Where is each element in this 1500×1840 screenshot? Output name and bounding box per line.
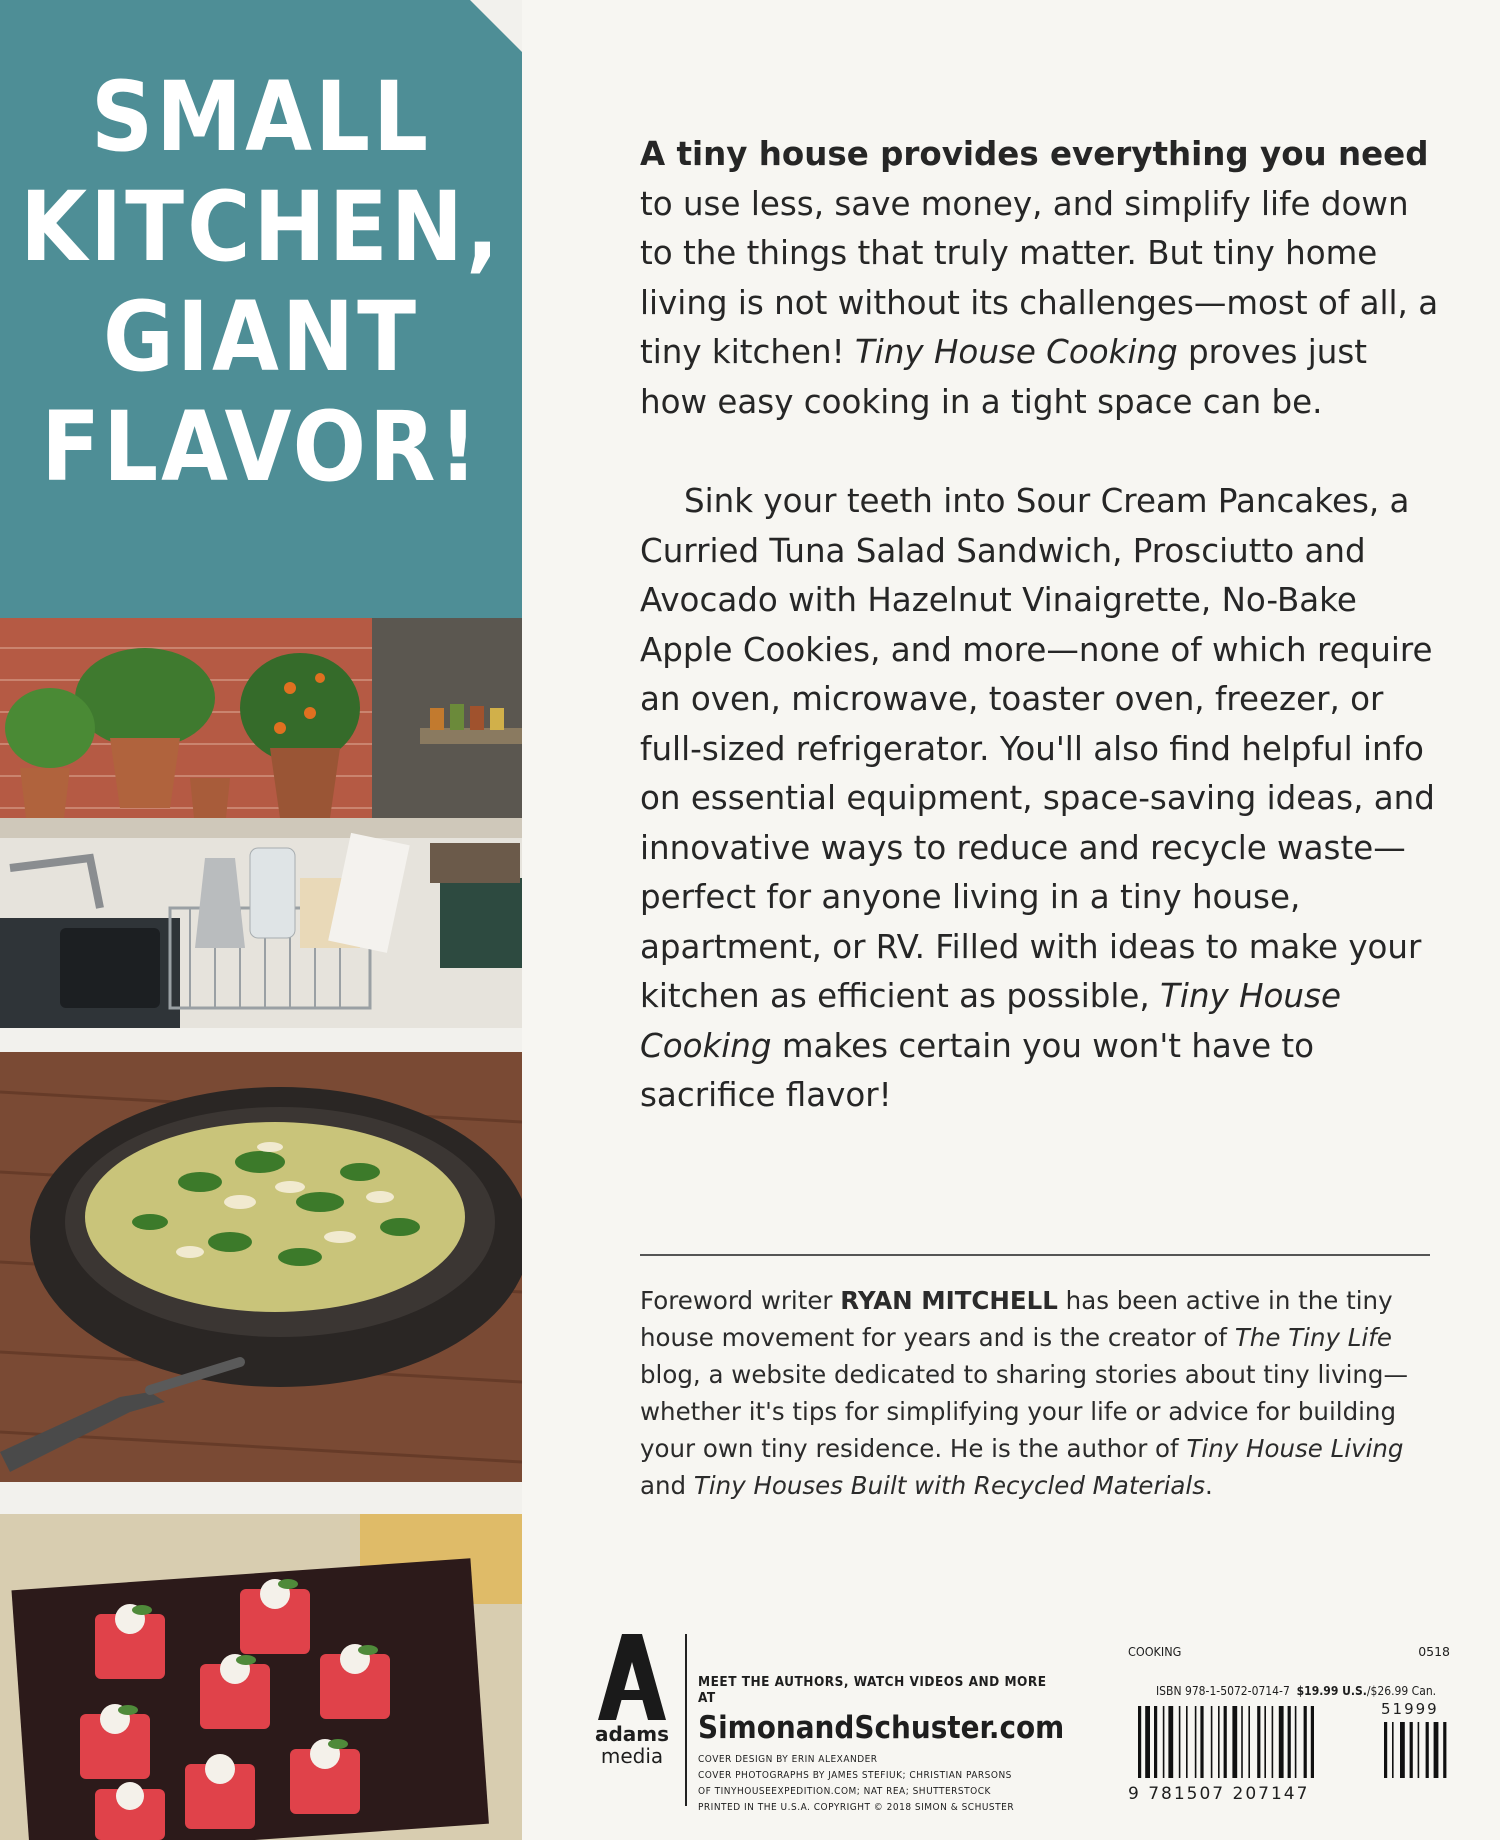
isbn-price	[1156, 1684, 1436, 1698]
blurb-text: Sink your teeth into Sour Cream Pancakes, a Curried Tuna Salad Sandwich, Prosciutto and Avocado with Hazelnut Vinaigrette, No-Bake Apple Cookies, and more—none of which require an oven, microwave, toaster oven, freezer, or full-sized refrigerator. You'll also find helpful info on essential equipment, space-saving ideas, and innovative ways to reduce and recycle waste—perfect for anyone living in a tiny house, apartment, or RV. Filled with ideas to make your kitchen as efficient as possible,	[640, 482, 1435, 1015]
blurb-text: makes certain you won't have to sacrifice flavor!	[640, 1026, 1315, 1114]
barcode-block	[1128, 1644, 1468, 1814]
date-code: 0518	[1418, 1644, 1450, 1659]
credit-line: OF TINYHOUSEEXPEDITION.COM; NAT REA; SHUTTERSTOCK	[698, 1786, 991, 1797]
bio-text: Foreword writer	[640, 1286, 841, 1315]
headline-line: SMALL	[90, 61, 432, 173]
blurb-lead: A tiny house provides everything you need	[640, 135, 1429, 173]
headline-line: FLAVOR!	[41, 391, 481, 503]
left-column	[0, 0, 522, 1840]
blurb-paragraph-1	[640, 130, 1440, 427]
blog-title: The Tiny Life	[1234, 1323, 1392, 1352]
headline-line: GIANT	[102, 281, 420, 393]
credit-lines	[698, 1752, 1058, 1816]
blurb-text: to use less, save money, and simplify life down to the things that truly matter. But tiny home living is not without its challenges—most of all, a tiny kitchen!	[640, 184, 1439, 371]
book-title: Tiny House Cooking	[854, 333, 1178, 371]
bio-text: blog, a website dedicated to sharing stories about tiny living—whether it's tips for simplifying your life or advice for building your own tiny residence. He is the author of	[640, 1360, 1408, 1463]
headline	[0, 62, 522, 502]
credit-line: PRINTED IN THE U.S.A. COPYRIGHT © 2018 SIMON & SCHUSTER	[698, 1802, 1015, 1813]
adams-a-icon	[598, 1634, 666, 1720]
barcode-number: 9 781507 207147	[1128, 1784, 1310, 1804]
bio-text: and	[640, 1471, 694, 1500]
price-can: /$26.99 Can.	[1366, 1684, 1437, 1698]
publisher-name: adams	[594, 1722, 670, 1746]
book-title: Tiny House Living	[1186, 1434, 1404, 1463]
watermelon-photo	[0, 1514, 522, 1840]
publisher-name: media	[600, 1744, 664, 1768]
price-us: $19.99 U.S.	[1296, 1684, 1367, 1698]
publisher-logo	[588, 1634, 676, 1774]
barcode-addon: 51999	[1381, 1700, 1439, 1718]
kitchen-photo	[0, 618, 522, 1028]
meet-authors-text: MEET THE AUTHORS, WATCH VIDEOS AND MORE AT	[698, 1674, 1047, 1706]
publisher-credits	[698, 1674, 1065, 1816]
book-title: Tiny Houses Built with Recycled Materials	[693, 1471, 1205, 1500]
pasta-photo	[0, 1052, 522, 1482]
author-bio	[640, 1282, 1440, 1504]
book-title: Tiny House Cooking	[640, 977, 1341, 1065]
section-divider	[640, 1254, 1430, 1256]
publisher-website: SimonandSchuster.com	[698, 1710, 1065, 1746]
bio-text: has been active in the tiny house movement for years and is the creator of	[640, 1286, 1393, 1352]
bio-text: .	[1204, 1471, 1213, 1500]
isbn: ISBN 978-1-5072-0714-7	[1156, 1684, 1290, 1698]
blurb	[640, 130, 1440, 1121]
barcode-icon	[1132, 1706, 1462, 1786]
blurb-text: proves just how easy cooking in a tight space can be.	[640, 333, 1368, 421]
corner-notch	[470, 0, 522, 52]
vertical-rule	[685, 1634, 687, 1806]
headline-line: KITCHEN,	[20, 171, 502, 283]
author-name: RYAN MITCHELL	[840, 1286, 1058, 1315]
headline-panel	[0, 0, 522, 618]
blurb-paragraph-2	[640, 477, 1440, 1121]
credit-line: COVER PHOTOGRAPHS BY JAMES STEFIUK; CHRISTIAN PARSONS	[698, 1770, 1012, 1781]
category-label: COOKING	[1128, 1644, 1182, 1659]
credit-line: COVER DESIGN BY ERIN ALEXANDER	[698, 1754, 878, 1765]
